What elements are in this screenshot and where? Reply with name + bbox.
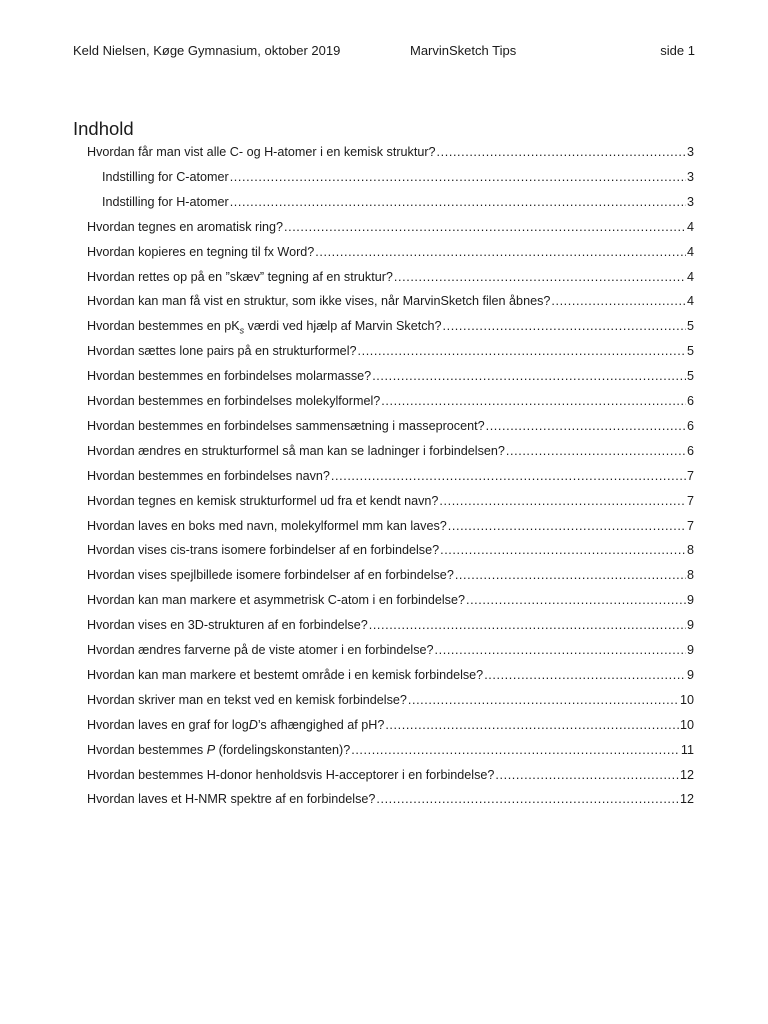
toc-entry-text: Hvordan laves et H-NMR spektre af en forbindelse? xyxy=(87,792,376,807)
toc-page-number: 6 xyxy=(686,443,694,458)
toc-entry-text: Hvordan får man vist alle C- og H-atomer i en kemisk struktur? xyxy=(87,145,436,159)
toc-entry-text-continued: ’s afhængighed af pH? xyxy=(257,717,385,732)
toc-entry-text: Hvordan vises cis-trans isomere forbindelser af en forbindelse? xyxy=(87,543,440,558)
toc-entry-title xyxy=(87,742,350,759)
toc-page-number: 9 xyxy=(686,618,694,633)
toc-entry-title xyxy=(87,144,436,161)
toc-dot-leader xyxy=(439,493,686,510)
toc-entry-title xyxy=(87,667,483,684)
toc-entry-text: Hvordan vises spejlbillede isomere forbindelser af en forbindelse? xyxy=(87,568,454,583)
toc-dot-leader xyxy=(551,293,686,310)
toc-entry-text: Hvordan tegnes en kemisk strukturformel ud fra et kendt navn? xyxy=(87,493,439,508)
toc-entry[interactable] xyxy=(87,368,694,385)
toc-entry-title xyxy=(87,368,371,385)
toc-page-number: 9 xyxy=(686,643,694,657)
toc-dot-leader xyxy=(385,717,679,734)
toc-entry-title xyxy=(87,443,505,460)
toc-page-number: 12 xyxy=(679,792,694,807)
toc-entry-title xyxy=(87,567,454,584)
toc-entry-title xyxy=(87,642,434,659)
toc-page-number: 10 xyxy=(679,692,694,707)
toc-page-number: 3 xyxy=(686,169,694,184)
toc-entry-subscript: s xyxy=(239,325,245,336)
toc-entry-title xyxy=(87,293,550,310)
toc-entry-text: Hvordan bestemmes en pK xyxy=(87,319,240,334)
header-page-number: side 1 xyxy=(660,43,695,58)
toc-dot-leader xyxy=(376,791,679,808)
toc-entry[interactable] xyxy=(87,592,694,609)
toc-dot-leader xyxy=(230,169,686,186)
toc-entry-title xyxy=(87,468,330,485)
toc-entry-text-continued: (fordelingskonstanten)? xyxy=(215,742,351,757)
toc-entry-title xyxy=(87,269,393,286)
toc-entry-title xyxy=(87,717,384,734)
toc-entry-title xyxy=(87,219,283,236)
toc-entry-text: Hvordan kan man få vist en struktur, som ikke vises, når MarvinSketch filen åbnes? xyxy=(87,294,551,309)
toc-entry-title xyxy=(87,617,368,634)
toc-entry-text: Hvordan tegnes en aromatisk ring? xyxy=(87,219,284,234)
toc-dot-leader xyxy=(484,667,686,684)
toc-entry-text: Hvordan vises en 3D-strukturen af en forbindelse? xyxy=(87,618,368,633)
toc-entry[interactable] xyxy=(87,293,694,310)
header-author: Keld Nielsen, Køge Gymnasium, oktober 2019 xyxy=(73,43,341,58)
toc-entry-title xyxy=(87,393,380,410)
toc-entry[interactable] xyxy=(87,567,694,584)
toc-entry-title xyxy=(87,518,447,535)
toc-page-number: 3 xyxy=(686,194,694,209)
toc-entry[interactable] xyxy=(87,269,694,286)
toc-dot-leader xyxy=(435,642,686,659)
toc-entry-title xyxy=(87,318,442,340)
toc-page-number: 4 xyxy=(686,269,694,284)
toc-entry-text: Hvordan kan man markere et asymmetrisk C-atom i en forbindelse? xyxy=(87,593,465,608)
toc-entry-text: Hvordan sættes lone pairs på en strukturformel? xyxy=(87,344,357,359)
toc-page-number: 4 xyxy=(686,294,694,309)
toc-page-number: 5 xyxy=(686,319,694,334)
toc-entry-text: Hvordan kan man markere et bestemt område i en kemisk forbindelse? xyxy=(87,667,484,682)
toc-entry[interactable] xyxy=(87,767,694,784)
toc-entry-text: Indstilling for C-atomer xyxy=(102,169,229,184)
toc-page-number: 12 xyxy=(679,767,694,782)
toc-dot-leader xyxy=(315,244,686,261)
toc-entry-text: Hvordan bestemmes xyxy=(87,742,207,757)
toc-dot-leader xyxy=(440,542,686,559)
toc-entry-title xyxy=(87,542,439,559)
toc-entry[interactable] xyxy=(87,219,694,236)
toc-dot-leader xyxy=(284,219,686,236)
toc-dot-leader xyxy=(331,468,686,485)
toc-entry[interactable] xyxy=(87,318,694,335)
toc-page-number: 11 xyxy=(680,742,694,757)
toc-page-number: 9 xyxy=(686,667,694,682)
toc-entry-title xyxy=(87,493,438,510)
toc-dot-leader xyxy=(466,592,686,609)
toc-entry-italic: P xyxy=(206,742,216,757)
toc-entry[interactable] xyxy=(87,742,694,759)
toc-dot-leader xyxy=(230,194,686,211)
toc-entry-text: Hvordan bestemmes en forbindelses molekylformel? xyxy=(87,394,381,408)
toc-entry-text: Hvordan bestemmes H-donor henholdsvis H-acceptorer i en forbindelse? xyxy=(87,767,495,782)
toc-entry-title xyxy=(87,343,357,360)
toc-entry-title xyxy=(87,791,375,808)
toc-entry[interactable] xyxy=(87,518,694,535)
toc-entry[interactable] xyxy=(87,443,694,460)
toc-entry-title xyxy=(87,418,485,435)
toc-entry-text: Hvordan laves en graf for log xyxy=(87,717,249,732)
toc-entry[interactable] xyxy=(87,642,694,659)
toc-entry-text: Hvordan ændres farverne på de viste atomer i en forbindelse? xyxy=(87,643,434,657)
toc-entry[interactable] xyxy=(87,493,694,510)
toc-page-number: 7 xyxy=(686,518,694,533)
toc-dot-leader xyxy=(495,767,679,784)
toc-dot-leader xyxy=(455,567,686,584)
toc-entry-title xyxy=(87,767,494,784)
toc-heading: Indhold xyxy=(73,118,134,139)
toc-entry-text: Hvordan rettes op på en ”skæv” tegning af en struktur? xyxy=(87,269,393,284)
toc-entry[interactable] xyxy=(87,542,694,559)
toc-page-number: 5 xyxy=(686,344,694,359)
toc-entry[interactable] xyxy=(87,791,694,808)
toc-dot-leader xyxy=(394,269,686,286)
toc-dot-leader xyxy=(372,368,686,385)
toc-subentry[interactable] xyxy=(102,169,694,186)
toc-entry[interactable] xyxy=(87,393,694,410)
toc-page-number: 8 xyxy=(686,543,694,558)
toc-dot-leader xyxy=(443,318,686,335)
toc-page-number: 3 xyxy=(686,145,694,159)
toc-entry-italic: D xyxy=(248,717,258,732)
toc-dot-leader xyxy=(381,393,686,410)
toc-entry-text: Hvordan laves en boks med navn, molekylformel mm kan laves? xyxy=(87,518,447,533)
toc-entry[interactable] xyxy=(87,468,694,485)
toc-entry-title xyxy=(102,169,229,186)
toc-entry-text: Hvordan bestemmes en forbindelses sammensætning i masseprocent? xyxy=(87,418,485,433)
toc-entry-title xyxy=(87,244,314,261)
toc-page-number: 7 xyxy=(686,493,694,508)
toc-entry[interactable] xyxy=(87,418,694,435)
toc-dot-leader xyxy=(506,443,686,460)
toc-entry-text-continued: værdi ved hjælp af Marvin Sketch? xyxy=(244,319,442,334)
toc-entry[interactable] xyxy=(87,343,694,360)
toc-entry[interactable] xyxy=(87,667,694,684)
toc-page-number: 10 xyxy=(679,717,694,732)
toc-dot-leader xyxy=(408,692,679,709)
toc-entry-text: Hvordan bestemmes en forbindelses navn? xyxy=(87,468,330,483)
toc-entry-text: Hvordan kopieres en tegning til fx Word? xyxy=(87,244,315,259)
toc-page-number: 6 xyxy=(686,418,694,433)
toc-dot-leader xyxy=(358,343,686,360)
toc-dot-leader xyxy=(448,518,686,535)
toc-page-number: 4 xyxy=(686,219,694,234)
toc-page-number: 8 xyxy=(686,568,694,583)
toc-entry-title xyxy=(87,692,407,709)
page-header xyxy=(73,43,695,61)
toc-entry-title xyxy=(87,592,465,609)
toc-dot-leader xyxy=(486,418,686,435)
toc-page-number: 4 xyxy=(686,244,694,259)
toc-subentry[interactable] xyxy=(102,194,694,211)
toc-entry[interactable] xyxy=(87,717,694,734)
toc-page-number: 6 xyxy=(686,394,694,408)
toc-entry[interactable] xyxy=(87,692,694,709)
toc-entry-text: Indstilling for H-atomer xyxy=(102,194,229,209)
toc-dot-leader xyxy=(369,617,686,634)
toc-entry-text: Hvordan skriver man en tekst ved en kemisk forbindelse? xyxy=(87,692,407,707)
toc-entry-text: Hvordan bestemmes en forbindelses molarmasse? xyxy=(87,369,372,384)
header-document-title: MarvinSketch Tips xyxy=(410,43,517,58)
toc-entry-text: Hvordan ændres en strukturformel så man kan se ladninger i forbindelsen? xyxy=(87,443,505,458)
toc-page-number: 7 xyxy=(686,468,694,483)
toc-dot-leader xyxy=(437,144,686,161)
toc-entry[interactable] xyxy=(87,244,694,261)
toc-page-number: 5 xyxy=(686,369,694,384)
toc-entry-title xyxy=(102,194,229,211)
toc-dot-leader xyxy=(351,742,680,759)
toc-entry[interactable] xyxy=(87,617,694,634)
toc-entry[interactable] xyxy=(87,144,694,161)
toc-page-number: 9 xyxy=(686,593,694,608)
